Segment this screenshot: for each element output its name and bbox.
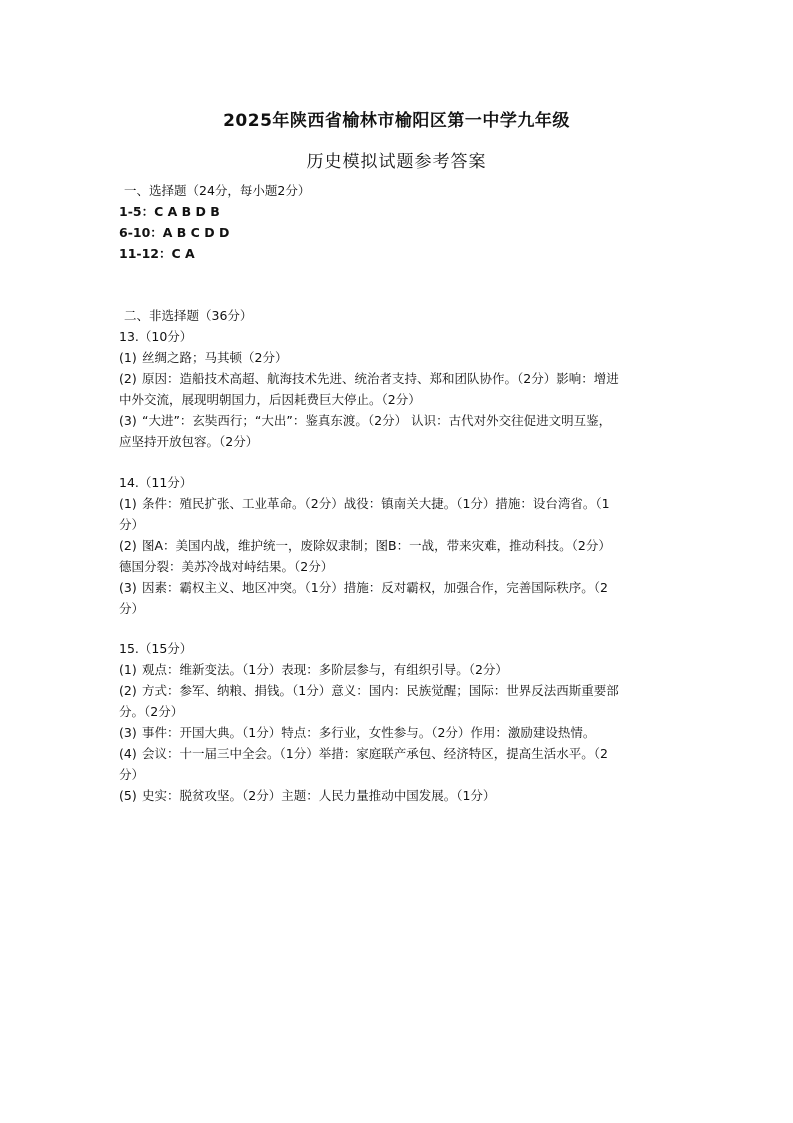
item-number: (1): [119, 350, 137, 365]
mc-answers-1-5: 1-5：C A B D B: [119, 204, 220, 219]
section1-heading: 一、选择题（24分，每小题2分）: [124, 183, 311, 198]
item-text: 图A：美国内战，维护统一，废除奴隶制；图B：一战，带来灾难，推动科技。（2分）: [141, 538, 611, 553]
mc-answers-6-10: 6-10：A B C D D: [119, 225, 230, 240]
q13-item-3-continued: 应坚持开放包容。（2分）: [119, 434, 259, 449]
q15-item-2: [119, 680, 679, 701]
q14-item-3: [119, 577, 679, 598]
item-number: (3): [119, 580, 137, 595]
item-number: (2): [119, 538, 137, 553]
item-text: 观点：维新变法。（1分）表现：多阶层参与，有组织引导。（2分）: [141, 662, 508, 677]
q15-heading: 15.（15分）: [119, 641, 193, 656]
item-text: 因素：霸权主义、地区冲突。（1分）措施：反对霸权，加强合作，完善国际秩序。（2: [141, 580, 608, 595]
section2-heading: 二、非选择题（36分）: [124, 308, 253, 323]
mc-answers-11-12: 11-12：C A: [119, 246, 195, 261]
item-number: (3): [119, 725, 137, 740]
q15-item-4: [119, 743, 679, 764]
item-number: (3): [119, 413, 137, 428]
item-text: 丝绸之路；马其顿（2分）: [141, 350, 288, 365]
item-number: (2): [119, 371, 137, 386]
item-text: 条件：殖民扩张、工业革命。（2分）战役：镇南关大捷。（1分）措施：设台湾省。（1: [141, 496, 610, 511]
q13-item-2: [119, 368, 679, 389]
item-text: “大进”：玄奘西行；“大出”：鉴真东渡。（2分） 认识：古代对外交往促进文明互鉴，: [141, 413, 612, 428]
item-number: (4): [119, 746, 137, 761]
q13-item-3: [119, 410, 679, 431]
q15-item-3: [119, 722, 679, 743]
q13-item-2-continued: 中外交流，展现明朝国力，后因耗费巨大停止。（2分）: [119, 392, 421, 407]
item-text: 原因：造船技术高超、航海技术先进、统治者支持、郑和团队协作。（2分）影响：增进: [141, 371, 619, 386]
item-text: 史实：脱贫攻坚。（2分）主题：人民力量推动中国发展。（1分）: [141, 788, 496, 803]
q14-item-3-continued: 分）: [119, 601, 145, 616]
document-title-line2: 历史模拟试题参考答案: [306, 152, 487, 172]
q15-item-2-continued: 分。（2分）: [119, 704, 184, 719]
item-number: (1): [119, 496, 137, 511]
q15-item-1: [119, 659, 679, 680]
q14-item-1-continued: 分）: [119, 517, 145, 532]
q15-item-5: [119, 785, 679, 806]
q14-heading: 14.（11分）: [119, 475, 193, 490]
q13-heading: 13.（10分）: [119, 329, 193, 344]
item-text: 方式：参军、纳粮、捐钱。（1分）意义：国内：民族觉醒；国际：世界反法西斯重要部: [141, 683, 619, 698]
item-number: (5): [119, 788, 137, 803]
q14-item-2-continued: 德国分裂：美苏冷战对峙结果。（2分）: [119, 559, 334, 574]
q14-item-1: [119, 493, 679, 514]
item-text: 事件：开国大典。（1分）特点：多行业，女性参与。（2分）作用：激励建设热情。: [141, 725, 596, 740]
item-text: 会议：十一届三中全会。（1分）举措：家庭联产承包、经济特区，提高生活水平。（2: [141, 746, 608, 761]
item-number: (1): [119, 662, 137, 677]
q13-item-1: [119, 347, 679, 368]
q15-item-4-continued: 分）: [119, 767, 145, 782]
item-number: (2): [119, 683, 137, 698]
document-title-line1: 2025年陕西省榆林市榆阳区第一中学九年级: [223, 111, 570, 131]
q14-item-2: [119, 535, 679, 556]
